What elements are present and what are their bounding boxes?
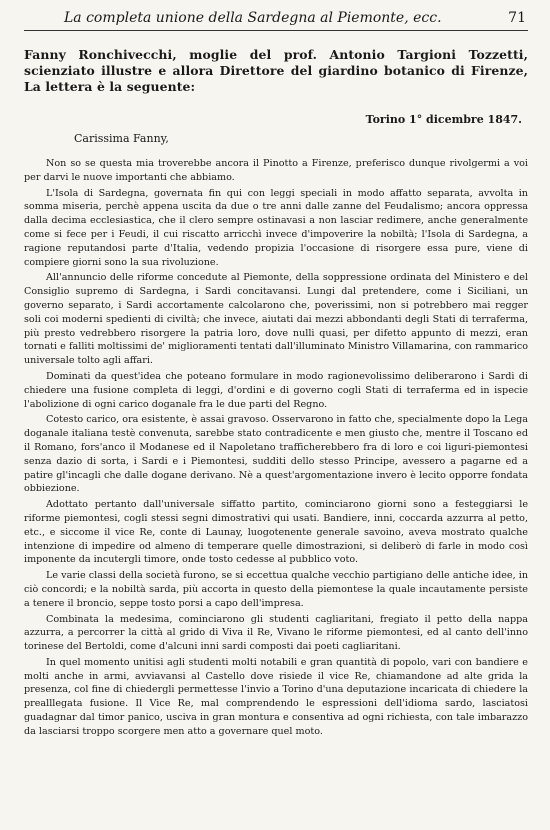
running-head <box>24 10 528 31</box>
letter-paragraph: Adottato pertanto dall'universale siffatto partito, cominciarono giorni sono a festeggiarsi le riforme piemontesi, cogli stessi segni dimostrativi qui usati. Bandiere, inni, coccarda azzurra al petto, etc., e siccome il vice Re, conte di Launay, luogotenente generale savoino, aveva mostrato qualche intenzione di impedire od almeno di temperare quelle dimostrazioni, si deliberò di farle in modo così imponente da incutergli timore, onde tosto cedesse al pubblico voto. <box>24 499 528 566</box>
letter-paragraph: Cotesto carico, ora esistente, è assai gravoso. Osservarono in fatto che, specialmente dopo la Lega doganale italiana testè convenuta, sarebbe stato contradicente e men giusto che, mentre il Toscano ed il Romano, fors'anco il Modanese ed il Napoletano trafficherebbero fra di loro e coi liguri-piemontesi senza dazio di sorta, i Sardi e i Piemontesi, sudditi dello stesso Principe, avessero a pagarne ed a patire gl'incagli che dalle dogane derivano. Nè a quest'argomentazione invero è lecito opporre fondata obbiezione. <box>24 414 528 495</box>
letter-body <box>24 157 528 739</box>
letter-paragraph: In quel momento unitisi agli studenti molti notabili e gran quantità di popolo, vari con bandiere e molti anche in armi, avviavansi al Castello dove risiede il vice Re, chiamandone ad alte grida la presenza, col fine di chiedergli permettesse l'invio a Torino d'una deputazione incaricata di chiedere la prealllegata fusione. Il Vice Re, mal comprendendo le espressioni dell'idioma sardo, lasciatosi guadagnar dal timor panico, usciva in gran montura e consentiva ad ogni richiesta, con tale imbarazzo da lasciarsi troppo scorgere men atto a governare quel moto. <box>24 656 528 737</box>
letter-paragraph: Combinata la medesima, cominciarono gli studenti cagliaritani, fregiato il petto della nappa azzurra, a percorrer la città al grido di Viva il Re, Vivano le riforme piemontesi, ed al canto dell'inno torinese del Bertoldi, come d'alcuni inni sardi composti dai poeti cagliaritani. <box>24 613 528 653</box>
letter-paragraph: All'annuncio delle riforme concedute al Piemonte, della soppressione ordinata del Ministero e del Consiglio supremo di Sardegna, i Sardi concitavansi. Lungi dal pretendere, come i Siciliani, un governo separato, i Sardi accortamente calcolarono che, poverissimi, non si potrebbero mai regger soli coi moderni spedienti di civiltà; che invece, aiutati dai mezzi abbondanti degli Stati di terraferma, più presto vedrebbero risorgere la patria loro, dove nulli quasi, per difetto appunto di mezzi, eran tornati e falliti moltissimi de' miglioramenti tentati dall'illuminato Ministro Villamarina, con rammarico universale tolto agli affari. <box>24 272 528 367</box>
letter-paragraph: L'Isola di Sardegna, governata fin qui con leggi speciali in modo affatto separata, avvolta in somma miseria, perchè appena uscita da due o tre anni dalle zanne del Feudalismo; ancora oppressa dalla decima ecclesiastica, che il clero sempre ostinavasi a non lasciar redimere, anche generalmente come si fece per i Feudi, il cui riscatto arricchì invece d'impoverire la nobiltà; l'Isola di Sardegna, a ragione reputandosi parte d'Italia, vedendo propizia l'occasione di risorgere essa pure, viene di compiere giorni sono la sua rivoluzione. <box>24 187 528 268</box>
letter-dateline: Torino 1° dicembre 1847. <box>365 113 522 126</box>
letter-paragraph: Non so se questa mia troverebbe ancora il Pinotto a Firenze, preferisco dunque rivolgermi a voi per darvi le nuove importanti che abbiamo. <box>24 158 528 183</box>
letter-salutation: Carissima Fanny, <box>74 132 169 145</box>
page-number: 71 <box>508 10 526 26</box>
letter-paragraph: Le varie classi della società furono, se si eccettua qualche vecchio partigiano delle antiche idee, in ciò concordi; e la nobiltà sarda, più accorta in questo della piemontese la quale incautamente persiste a tenere il broncio, seppe tosto porsi a capo dell'impresa. <box>24 570 528 609</box>
running-title: La completa unione della Sardegna al Piemonte, ecc. <box>64 10 442 26</box>
intro-paragraph: Fanny Ronchivecchi, moglie del prof. Antonio Targioni Tozzetti, scienziato illustre e allora Direttore del giardino botanico di Firenze, La lettera è la seguente: <box>24 47 528 94</box>
letter-paragraph: Dominati da quest'idea che poteano formulare in modo ragionevolissimo deliberarono i Sardi di chiedere una fusione completa di leggi, d'ordini e di governo cogli Stati di terraferma ed in ispecie l'abolizione di ogni carico doganale fra le due parti del Regno. <box>24 370 528 410</box>
